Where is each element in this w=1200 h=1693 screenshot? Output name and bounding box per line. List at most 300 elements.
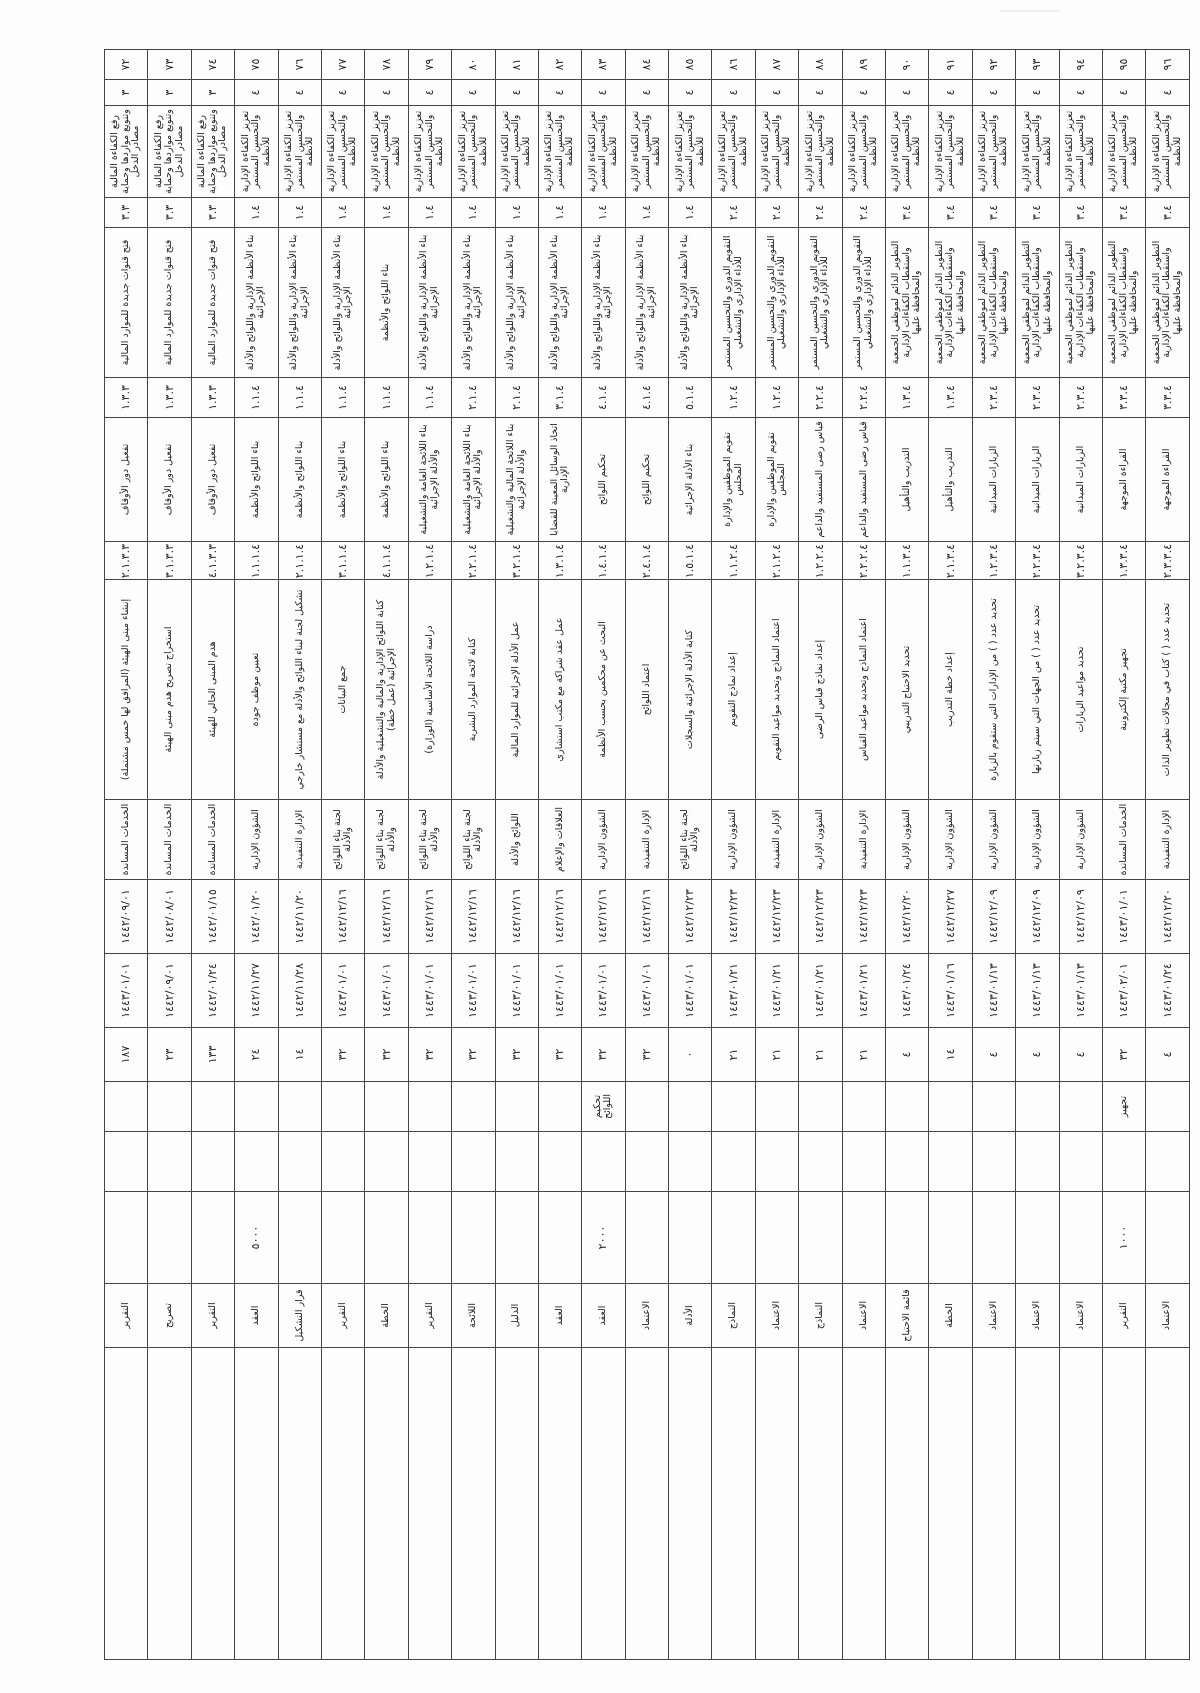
cell-program: بناء الأدلة الإجرائية xyxy=(669,418,712,542)
table-row xyxy=(191,50,234,1660)
cell-cost xyxy=(755,1192,798,1284)
cell-program-code: ٢.٣.٤ xyxy=(1059,378,1102,418)
cell-objective: بناء الأنظمة الإدارية واللوائح والأدلة الإجرائية xyxy=(321,228,364,378)
cell-output: التقرير xyxy=(408,1284,451,1348)
cell-placeholder-col xyxy=(625,1132,668,1192)
cell-cost xyxy=(452,1192,495,1284)
cell-goal-number: ٤ xyxy=(625,80,668,106)
cell-start-date: ١٤٤٢/١٢/١٦ xyxy=(625,880,668,954)
cell-related-work xyxy=(712,1082,755,1132)
cell-strategic-goal: تعزيز الكفاءة الإدارية والتحسين المستمر للأنظمة xyxy=(1146,106,1190,198)
cell-program: تحكيم اللوائح xyxy=(582,418,625,542)
cell-program-code: ٣.٣.٤ xyxy=(1102,378,1145,418)
cell-strategic-goal: تعزيز الكفاءة الإدارية والتحسين المستمر للأنظمة xyxy=(842,106,885,198)
cell-duration: ٤ xyxy=(1146,1028,1190,1082)
cell-activity: إعداد خطة التدريب xyxy=(929,580,972,800)
cell-notes xyxy=(929,1348,972,1660)
cell-program: تفعيل دور الأوقاف xyxy=(148,418,191,542)
cell-related-work xyxy=(452,1082,495,1132)
cell-duration: ٢١ xyxy=(842,1028,885,1082)
cell-row-number: ٨٠ xyxy=(452,50,495,80)
cell-duration: ٢٤ xyxy=(235,1028,278,1082)
cell-activity-code: ١.٢.٣.٤ xyxy=(972,542,1015,580)
cell-output: الاعتماد xyxy=(755,1284,798,1348)
cell-duration: ٤ xyxy=(1016,1028,1059,1082)
cell-objective: بناء الأنظمة الإدارية واللوائح والأدلة الإجرائية xyxy=(582,228,625,378)
cell-output: التقرير xyxy=(105,1284,148,1348)
cell-goal-number: ٤ xyxy=(452,80,495,106)
cell-row-number: ٧٨ xyxy=(365,50,408,80)
cell-notes xyxy=(842,1348,885,1660)
cell-responsible: الخدمات المساندة xyxy=(148,800,191,880)
cell-row-number: ٧٢ xyxy=(105,50,148,80)
cell-duration: ٣٢ xyxy=(625,1028,668,1082)
cell-activity: هدم المبنى الحالي للهيئة xyxy=(191,580,234,800)
cell-activity: تجهيز مكتبة إلكترونية xyxy=(1102,580,1145,800)
table-body xyxy=(105,50,1190,1660)
cell-program-code: ١.١.٤ xyxy=(278,378,321,418)
cell-activity-code: ٢.٢.٢.٤ xyxy=(842,542,885,580)
cell-row-number: ٨٥ xyxy=(669,50,712,80)
cell-responsible: لجنة بناء اللوائح والأدلة xyxy=(408,800,451,880)
cell-placeholder-col xyxy=(712,1132,755,1192)
cell-objective: التطوير الدائم لموظفي الجمعية واستقطاب الكفاءات الإدارية والمحافظة عليها xyxy=(886,228,929,378)
cell-objective-code: ١.٤ xyxy=(235,198,278,228)
cell-row-number: ٨٣ xyxy=(582,50,625,80)
cell-start-date: ١٤٤٢/١٢/٢٠ xyxy=(886,880,929,954)
cell-cost xyxy=(625,1192,668,1284)
cell-placeholder-col xyxy=(842,1132,885,1192)
cell-program: الزيارات الميدانية xyxy=(1016,418,1059,542)
cell-row-number: ٧٩ xyxy=(408,50,451,80)
cell-program-code: ٢.١.٤ xyxy=(452,378,495,418)
cell-row-number: ٧٦ xyxy=(278,50,321,80)
cell-end-date: ١٤٤٣/٠١/٠١ xyxy=(408,954,451,1028)
cell-duration: ٤ xyxy=(886,1028,929,1082)
cell-cost xyxy=(1146,1192,1190,1284)
cell-responsible: العلاقات والإعلام xyxy=(538,800,581,880)
cell-activity: جمع البيانات xyxy=(321,580,364,800)
cell-notes xyxy=(495,1348,538,1660)
cell-end-date: ١٤٤٣/٠١/٠١ xyxy=(625,954,668,1028)
cell-activity: إعداد نماذج قياس الرضى xyxy=(799,580,842,800)
cell-objective: بناء الأنظمة الإدارية واللوائح والأدلة الإجرائية xyxy=(408,228,451,378)
cell-related-work: تجهيز xyxy=(1102,1082,1145,1132)
cell-row-number: ٩٥ xyxy=(1102,50,1145,80)
table-row xyxy=(452,50,495,1660)
cell-objective-code: ١.٤ xyxy=(625,198,668,228)
cell-duration: ٣٢ xyxy=(538,1028,581,1082)
cell-row-number: ٩٦ xyxy=(1146,50,1190,80)
cell-program-code: ٤.١.٤ xyxy=(625,378,668,418)
cell-program: تفعيل دور الأوقاف xyxy=(105,418,148,542)
cell-notes xyxy=(105,1348,148,1660)
cell-objective-code: ٢.٤ xyxy=(799,198,842,228)
cell-notes xyxy=(886,1348,929,1660)
cell-notes xyxy=(582,1348,625,1660)
cell-objective-code: ٣.٤ xyxy=(1059,198,1102,228)
cell-related-work xyxy=(408,1082,451,1132)
cell-responsible: لجنة بناء اللوائح والأدلة xyxy=(365,800,408,880)
cell-program-code: ١.٢.٤ xyxy=(712,378,755,418)
cell-placeholder-col xyxy=(972,1132,1015,1192)
cell-objective-code: ٣.٤ xyxy=(1102,198,1145,228)
cell-row-number: ٧٧ xyxy=(321,50,364,80)
cell-objective-code: ٣.٤ xyxy=(1016,198,1059,228)
cell-notes xyxy=(321,1348,364,1660)
cell-strategic-goal: تعزيز الكفاءة الإدارية والتحسين المستمر للأنظمة xyxy=(235,106,278,198)
cell-end-date: ١٤٤٣/٠١/١٦ xyxy=(929,954,972,1028)
cell-related-work xyxy=(972,1082,1015,1132)
cell-cost xyxy=(191,1192,234,1284)
cell-activity-code: ٣.٢.٣.٤ xyxy=(1059,542,1102,580)
cell-placeholder-col xyxy=(886,1132,929,1192)
cell-program: تحكيم اللوائح xyxy=(625,418,668,542)
cell-cost xyxy=(408,1192,451,1284)
cell-activity: كتابة اللوائح الإدارية والمالية والتشغيلية والأدلة الإجرائية (عمل خطة) xyxy=(365,580,408,800)
cell-output: الخطة xyxy=(929,1284,972,1348)
table-row xyxy=(886,50,929,1660)
cell-objective: بناء الأنظمة الإدارية واللوائح والأدلة الإجرائية xyxy=(235,228,278,378)
cell-activity: استخراج تصريح هدم مبنى الهيئة xyxy=(148,580,191,800)
cell-responsible: الإدارة التنفيذية xyxy=(842,800,885,880)
cell-notes xyxy=(1059,1348,1102,1660)
cell-objective: التطوير الدائم لموظفي الجمعية واستقطاب الكفاءات الإدارية والمحافظة عليها xyxy=(1102,228,1145,378)
cell-activity: اعتماد اللوائح xyxy=(625,580,668,800)
cell-row-number: ٧٣ xyxy=(148,50,191,80)
cell-end-date: ١٤٤٣/٠٢/٠١ xyxy=(1102,954,1145,1028)
cell-placeholder-col xyxy=(929,1132,972,1192)
cell-output: العقد xyxy=(582,1284,625,1348)
cell-notes xyxy=(365,1348,408,1660)
cell-strategic-goal: تعزيز الكفاءة الإدارية والتحسين المستمر للأنظمة xyxy=(799,106,842,198)
cell-program: التدريب والتأهيل xyxy=(886,418,929,542)
cell-start-date: ١٤٤٢/١٢/٠٩ xyxy=(1059,880,1102,954)
cell-related-work xyxy=(495,1082,538,1132)
cell-responsible: الشؤون الإدارية xyxy=(235,800,278,880)
table-row xyxy=(538,50,581,1660)
cell-responsible: الإدارة التنفيذية xyxy=(625,800,668,880)
cell-program-code: ١.١.٤ xyxy=(321,378,364,418)
cell-cost xyxy=(799,1192,842,1284)
cell-objective: التقويم الدوري والتحسين المستمر للأداء الإداري والتشغيلي xyxy=(799,228,842,378)
cell-objective-code: ١.٤ xyxy=(408,198,451,228)
cell-row-number: ٩٠ xyxy=(886,50,929,80)
cell-activity: تشكيل لجنة لبناء اللوائح والأدلة مع مستشار خارجي xyxy=(278,580,321,800)
cell-row-number: ٩٤ xyxy=(1059,50,1102,80)
cell-program-code: ٣.٣.٤ xyxy=(1146,378,1190,418)
cell-objective-code: ٣.٤ xyxy=(972,198,1015,228)
cell-end-date: ١٤٤٣/٠١/٠١ xyxy=(495,954,538,1028)
cell-activity: عمل عقد شراكة مع مكتب استشاري xyxy=(538,580,581,800)
cell-placeholder-col xyxy=(235,1132,278,1192)
cell-placeholder-col xyxy=(799,1132,842,1192)
cell-strategic-goal: تعزيز الكفاءة الإدارية والتحسين المستمر للأنظمة xyxy=(625,106,668,198)
cell-goal-number: ٤ xyxy=(1102,80,1145,106)
cell-cost xyxy=(365,1192,408,1284)
table-row xyxy=(408,50,451,1660)
cell-program: تقويم الموظفين والإدارة المجلس xyxy=(712,418,755,542)
cell-start-date: ١٤٤٢/١٢/١٦ xyxy=(365,880,408,954)
cell-start-date: ١٤٤٢/١٢/٢٧ xyxy=(929,880,972,954)
cell-goal-number: ٤ xyxy=(842,80,885,106)
cell-row-number: ٨١ xyxy=(495,50,538,80)
table-row xyxy=(799,50,842,1660)
cell-program: الزيارات الميدانية xyxy=(972,418,1015,542)
cell-activity: تعيين موظف جودة xyxy=(235,580,278,800)
cell-objective: التقويم الدوري والتحسين المستمر للأداء الإداري والتشغيلي xyxy=(755,228,798,378)
cell-activity-code: ٢.٣.٣.٤ xyxy=(1146,542,1190,580)
cell-activity-code: ٣.١.٣.٣ xyxy=(148,542,191,580)
cell-row-number: ٨٩ xyxy=(842,50,885,80)
cell-duration: ٣٢ xyxy=(582,1028,625,1082)
cell-program: التدريب والتأهيل xyxy=(929,418,972,542)
cell-objective: التطوير الدائم لموظفي الجمعية واستقطاب الكفاءات الإدارية والمحافظة عليها xyxy=(1016,228,1059,378)
cell-start-date: ١٤٤٢/١٢/١٦ xyxy=(495,880,538,954)
cell-related-work xyxy=(1146,1082,1190,1132)
cell-duration: ٢١ xyxy=(712,1028,755,1082)
cell-goal-number: ٤ xyxy=(755,80,798,106)
table-row xyxy=(755,50,798,1660)
cell-goal-number: ٤ xyxy=(408,80,451,106)
cell-start-date: ١٤٤٢/١٢/٠٩ xyxy=(1016,880,1059,954)
cell-responsible: الشؤون الإدارية xyxy=(929,800,972,880)
cell-program-code: ١.١.٤ xyxy=(408,378,451,418)
cell-notes xyxy=(408,1348,451,1660)
cell-notes xyxy=(278,1348,321,1660)
cell-start-date: ١٤٤٣/٠١/٠١ xyxy=(1102,880,1145,954)
cell-responsible: الشؤون الإدارية xyxy=(582,800,625,880)
table-row xyxy=(148,50,191,1660)
cell-activity-code: ٢.١.٣.٤ xyxy=(929,542,972,580)
cell-row-number: ٩٣ xyxy=(1016,50,1059,80)
cell-activity: تحديد الاحتياج التدريبي xyxy=(886,580,929,800)
cell-program-code: ٢.٢.٤ xyxy=(799,378,842,418)
cell-row-number: ٩٢ xyxy=(972,50,1015,80)
cell-objective: بناء الأنظمة الإدارية واللوائح والأدلة الإجرائية xyxy=(452,228,495,378)
cell-placeholder-col xyxy=(1146,1132,1190,1192)
table-row xyxy=(712,50,755,1660)
cell-start-date: ١٤٤٢/٠٨/٠١ xyxy=(148,880,191,954)
cell-end-date: ١٤٤٣/٠١/٢١ xyxy=(712,954,755,1028)
cell-strategic-goal: رفع الكفاءة المالية وتنويع مواردها وحماية مصادر الدخل xyxy=(148,106,191,198)
cell-row-number: ٨٨ xyxy=(799,50,842,80)
cell-objective-code: ٣.٣ xyxy=(191,198,234,228)
cell-end-date: ١٤٤٣/٠١/٠١ xyxy=(538,954,581,1028)
cell-program: بناء اللوائح والأنظمة xyxy=(235,418,278,542)
cell-placeholder-col xyxy=(538,1132,581,1192)
cell-strategic-goal: تعزيز الكفاءة الإدارية والتحسين المستمر للأنظمة xyxy=(495,106,538,198)
cell-end-date: ١٤٤٣/٠١/٠١ xyxy=(669,954,712,1028)
cell-goal-number: ٤ xyxy=(365,80,408,106)
cell-program-code: ٢.٢.٤ xyxy=(842,378,885,418)
cell-end-date: ١٤٤٣/٠١/٢١ xyxy=(799,954,842,1028)
table-row xyxy=(842,50,885,1660)
cell-activity-code: ٢.١.١.٤ xyxy=(278,542,321,580)
cell-start-date: ١٤٤٢/١٢/١٦ xyxy=(538,880,581,954)
cell-placeholder-col xyxy=(278,1132,321,1192)
cell-output: الاعتماد xyxy=(625,1284,668,1348)
cell-notes xyxy=(712,1348,755,1660)
cell-output: اللائحة xyxy=(452,1284,495,1348)
cell-output: التقرير xyxy=(1102,1284,1145,1348)
cell-end-date: ١٤٤٣/٠١/٢٤ xyxy=(1146,954,1190,1028)
cell-output: الاعتماد xyxy=(972,1284,1015,1348)
plan-table xyxy=(104,49,1190,1660)
cell-activity-code: ٢.٢.٣.٤ xyxy=(1016,542,1059,580)
cell-activity: اعتماد النماذج وتحديد مواعيد التقويم xyxy=(755,580,798,800)
cell-notes xyxy=(972,1348,1015,1660)
cell-objective: بناء الأنظمة الإدارية واللوائح والأدلة الإجرائية xyxy=(278,228,321,378)
cell-row-number: ٧٥ xyxy=(235,50,278,80)
cell-duration: ٣٢ xyxy=(1102,1028,1145,1082)
cell-program: القراءة الموجهة xyxy=(1102,418,1145,542)
cell-goal-number: ٤ xyxy=(1016,80,1059,106)
cell-end-date: ١٤٤٢/١١/٢٨ xyxy=(278,954,321,1028)
cell-end-date: ١٤٤٢/٠١/٢٤ xyxy=(191,954,234,1028)
cell-notes xyxy=(799,1348,842,1660)
cell-output: تصريح xyxy=(148,1284,191,1348)
cell-related-work xyxy=(929,1082,972,1132)
cell-goal-number: ٤ xyxy=(712,80,755,106)
cell-end-date: ١٤٤٣/٠١/٠١ xyxy=(582,954,625,1028)
cell-start-date: ١٤٤٢/١٢/٢٠ xyxy=(1146,880,1190,954)
cell-duration: ٢١ xyxy=(799,1028,842,1082)
cell-output: الأدلة xyxy=(669,1284,712,1348)
cell-end-date: ١٤٤٢/١١/٢٧ xyxy=(235,954,278,1028)
cell-activity-code: ١.١.٣.٤ xyxy=(886,542,929,580)
cell-program-code: ١.٢.٤ xyxy=(755,378,798,418)
cell-end-date: ١٤٤٢/٠٩/٠١ xyxy=(148,954,191,1028)
cell-duration: ١٨٧ xyxy=(105,1028,148,1082)
cell-activity-code: ١.٤.١.٤ xyxy=(582,542,625,580)
cell-program-code: ١.١.٤ xyxy=(365,378,408,418)
cell-related-work xyxy=(278,1082,321,1132)
cell-notes xyxy=(235,1348,278,1660)
cell-end-date: ١٤٤٣/٠١/٠١ xyxy=(365,954,408,1028)
cell-objective-code: ١.٤ xyxy=(321,198,364,228)
cell-activity-code: ٤.١.٣.٣ xyxy=(191,542,234,580)
cell-cost: ٢٠٠٠ xyxy=(582,1192,625,1284)
cell-cost xyxy=(1016,1192,1059,1284)
cell-strategic-goal: تعزيز الكفاءة الإدارية والتحسين المستمر للأنظمة xyxy=(1016,106,1059,198)
cell-end-date: ١٤٤٣/٠١/١٣ xyxy=(972,954,1015,1028)
cell-responsible: الشؤون الإدارية xyxy=(1059,800,1102,880)
table-row xyxy=(625,50,668,1660)
cell-duration: ٢١ xyxy=(755,1028,798,1082)
cell-activity-code: ١.٣.١.٤ xyxy=(538,542,581,580)
cell-goal-number: ٤ xyxy=(929,80,972,106)
cell-strategic-goal: تعزيز الكفاءة الإدارية والتحسين المستمر للأنظمة xyxy=(1059,106,1102,198)
cell-cost xyxy=(278,1192,321,1284)
cell-activity: تحديد عدد ( ) من الجهات التي سيتم زيارتها xyxy=(1016,580,1059,800)
cell-notes xyxy=(1146,1348,1190,1660)
cell-strategic-goal: تعزيز الكفاءة الإدارية والتحسين المستمر للأنظمة xyxy=(886,106,929,198)
cell-related-work xyxy=(191,1082,234,1132)
rotated-table-wrapper xyxy=(104,50,1190,1660)
cell-objective-code: ٣.٤ xyxy=(1146,198,1190,228)
cell-cost xyxy=(538,1192,581,1284)
cell-responsible: الإدارة التنفيذية xyxy=(755,800,798,880)
cell-activity: تحديد مواعيد الزيارات xyxy=(1059,580,1102,800)
table-row xyxy=(235,50,278,1660)
cell-row-number: ٧٤ xyxy=(191,50,234,80)
cell-placeholder-col xyxy=(191,1132,234,1192)
cell-responsible: اللوائح والأدلة xyxy=(495,800,538,880)
cell-responsible: لجنة بناء اللوائح والأدلة xyxy=(669,800,712,880)
table-row xyxy=(105,50,148,1660)
cell-strategic-goal: رفع الكفاءة المالية وتنويع مواردها وحماية مصادر الدخل xyxy=(191,106,234,198)
cell-program-code: ٢.١.٤ xyxy=(495,378,538,418)
cell-output: النماذج xyxy=(799,1284,842,1348)
cell-start-date: ١٤٤٢/١٢/٢٣ xyxy=(842,880,885,954)
cell-activity-code: ١.٢.٢.٤ xyxy=(799,542,842,580)
cell-activity-code: ٤.١.١.٤ xyxy=(365,542,408,580)
cell-goal-number: ٤ xyxy=(321,80,364,106)
cell-program-code: ١.٣.٣ xyxy=(148,378,191,418)
cell-strategic-goal: تعزيز الكفاءة الإدارية والتحسين المستمر للأنظمة xyxy=(582,106,625,198)
cell-objective-code: ٢.٤ xyxy=(755,198,798,228)
cell-objective-code: ١.٤ xyxy=(669,198,712,228)
cell-program-code: ٤.١.٤ xyxy=(582,378,625,418)
cell-cost xyxy=(929,1192,972,1284)
cell-row-number: ٩١ xyxy=(929,50,972,80)
cell-duration: ٣٢ xyxy=(495,1028,538,1082)
cell-goal-number: ٤ xyxy=(799,80,842,106)
cell-placeholder-col xyxy=(495,1132,538,1192)
cell-related-work xyxy=(799,1082,842,1132)
cell-start-date: ١٤٤٢/١٢/١٦ xyxy=(321,880,364,954)
cell-end-date: ١٤٤٣/٠١/٠١ xyxy=(452,954,495,1028)
cell-output: التقرير xyxy=(321,1284,364,1348)
cell-strategic-goal: تعزيز الكفاءة الإدارية والتحسين المستمر للأنظمة xyxy=(755,106,798,198)
cell-activity-code: ١.١.١.٤ xyxy=(235,542,278,580)
cell-program: تفعيل دور الأوقاف xyxy=(191,418,234,542)
cell-activity: اعتماد النماذج وتحديد مواعيد القياس xyxy=(842,580,885,800)
cell-responsible: الإدارة التنفيذية xyxy=(278,800,321,880)
cell-cost: ١٠٠٠ xyxy=(1102,1192,1145,1284)
cell-goal-number: ٤ xyxy=(235,80,278,106)
cell-start-date: ١٤٤٢/١٢/١٦ xyxy=(582,880,625,954)
table-row xyxy=(1102,50,1145,1660)
cell-program-code: ١.٣.٣ xyxy=(105,378,148,418)
cell-activity: إعداد نماذج التقويم xyxy=(712,580,755,800)
cell-program: القراءة الموجهة xyxy=(1146,418,1190,542)
cell-objective: التقويم الدوري والتحسين المستمر للأداء الإداري والتشغيلي xyxy=(842,228,885,378)
cell-notes xyxy=(1102,1348,1145,1660)
cell-placeholder-col xyxy=(1102,1132,1145,1192)
cell-placeholder-col xyxy=(321,1132,364,1192)
cell-goal-number: ٤ xyxy=(538,80,581,106)
cell-strategic-goal: تعزيز الكفاءة الإدارية والتحسين المستمر للأنظمة xyxy=(1102,106,1145,198)
cell-cost xyxy=(972,1192,1015,1284)
cell-objective: بناء الأنظمة الإدارية واللوائح والأدلة الإجرائية xyxy=(669,228,712,378)
cell-duration: ٣٢ xyxy=(408,1028,451,1082)
cell-responsible: الشؤون الإدارية xyxy=(886,800,929,880)
cell-strategic-goal: تعزيز الكفاءة الإدارية والتحسين المستمر للأنظمة xyxy=(972,106,1015,198)
cell-strategic-goal: تعزيز الكفاءة الإدارية والتحسين المستمر للأنظمة xyxy=(669,106,712,198)
cell-cost: ٥٠٠٠ xyxy=(235,1192,278,1284)
cell-activity-code: ٢.١.٢.٤ xyxy=(755,542,798,580)
cell-placeholder-col xyxy=(105,1132,148,1192)
cell-activity-code: ٣.١.١.٤ xyxy=(321,542,364,580)
cell-goal-number: ٣ xyxy=(148,80,191,106)
cell-end-date: ١٤٤٣/٠١/٠١ xyxy=(105,954,148,1028)
table-row xyxy=(669,50,712,1660)
cell-goal-number: ٣ xyxy=(105,80,148,106)
cell-start-date: ١٤٤٢/١٢/١٦ xyxy=(452,880,495,954)
table-row xyxy=(278,50,321,1660)
